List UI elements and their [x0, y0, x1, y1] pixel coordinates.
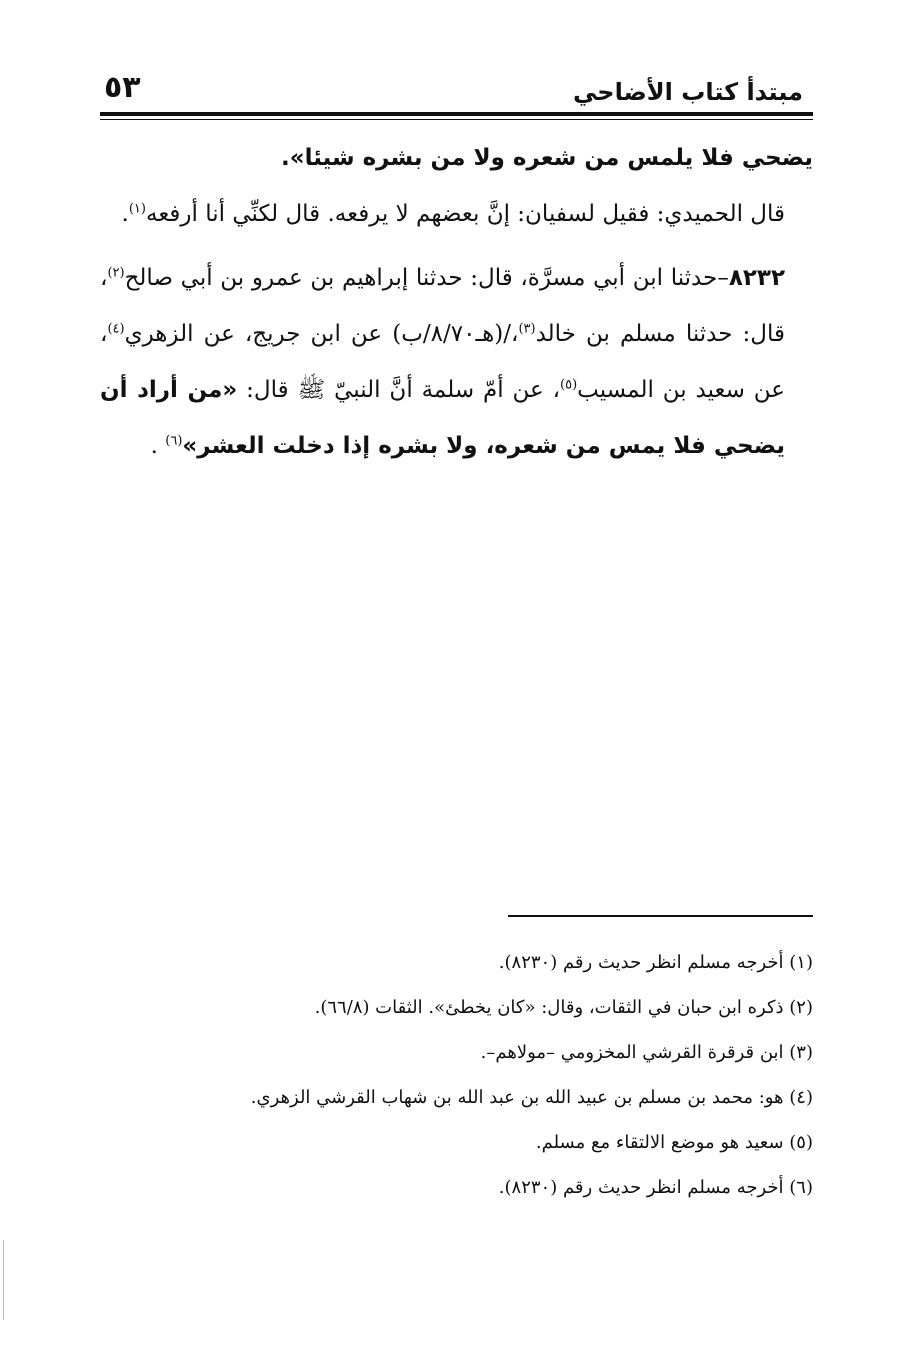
paragraph-humaydi: [100, 186, 813, 242]
footnote-ref-1[interactable]: (١): [128, 201, 146, 217]
header-rule-thin: [100, 119, 813, 120]
footnote-separator: [508, 915, 813, 917]
isnad-text: ، عن سعيد بن المسيب: [100, 321, 786, 403]
isnad-text: ، قال: حدثنا مسلم بن خالد: [100, 265, 785, 347]
footnotes: [100, 940, 813, 1210]
footnote-ref-2[interactable]: (٢): [107, 265, 125, 281]
footnote-1: (١) أخرجه مسلم انظر حديث رقم (٨٢٣٠).: [498, 952, 813, 973]
footnote-3: (٣) ابن قرقرة القرشي المخزومي –مولاهم–.: [480, 1042, 813, 1063]
footnote-5: (٥) سعيد هو موضع الالتقاء مع مسلم.: [535, 1132, 813, 1153]
footnote-ref-3[interactable]: (٣): [518, 321, 536, 337]
footnote-ref-4[interactable]: (٤): [107, 321, 125, 337]
hadith-text-bold: يضحي فلا يلمس من شعره ولا من بشره شيئا».: [280, 145, 813, 171]
footnote-4: (٤) هو: محمد بن مسلم بن عبيد الله بن عبد الله بن شهاب القرشي الزهري.: [250, 1087, 813, 1108]
paragraph-humaydi-text: قال الحميدي: فقيل لسفيان: إنَّ بعضهم لا يرفعه. قال لكنِّي أنا أرفعه: [145, 201, 785, 227]
footnote-ref-6[interactable]: (٦): [165, 433, 183, 449]
page-number: ٥٣: [104, 70, 141, 105]
main-text: [100, 130, 813, 474]
paragraph-continuation: [100, 130, 813, 186]
hadith-matn-bold: «من أراد أن يضحي فلا يمس من شعره، ولا بشره إذا دخلت العشر»: [100, 377, 785, 459]
hadith-number: ٨٢٣٢: [728, 265, 785, 291]
punctuation: .: [150, 433, 166, 459]
punctuation: .: [121, 201, 129, 227]
paragraph-hadith-8232: [100, 250, 813, 474]
isnad-text: ،/(هـ٨/٧٠/ب) عن ابن جريج، عن الزهري: [124, 321, 519, 347]
header-rule-thick: [100, 112, 813, 116]
footnote-2: (٢) ذكره ابن حبان في الثقات، وقال: «كان يخطئ». الثقات (٦٦/٨).: [314, 997, 813, 1018]
footnote-6: (٦) أخرجه مسلم انظر حديث رقم (٨٢٣٠).: [498, 1177, 813, 1198]
scan-edge-mark: [3, 1240, 4, 1320]
running-title: مبتدأ كتاب الأضاحي: [572, 78, 803, 106]
isnad-text: –حدثنا ابن أبي مسرَّة، قال: حدثنا إبراهيم بن عمرو بن أبي صالح: [124, 265, 729, 291]
isnad-text: ، عن أمّ سلمة أنَّ النبيّ ﷺ قال:: [237, 377, 560, 403]
footnote-ref-5[interactable]: (٥): [560, 377, 578, 393]
